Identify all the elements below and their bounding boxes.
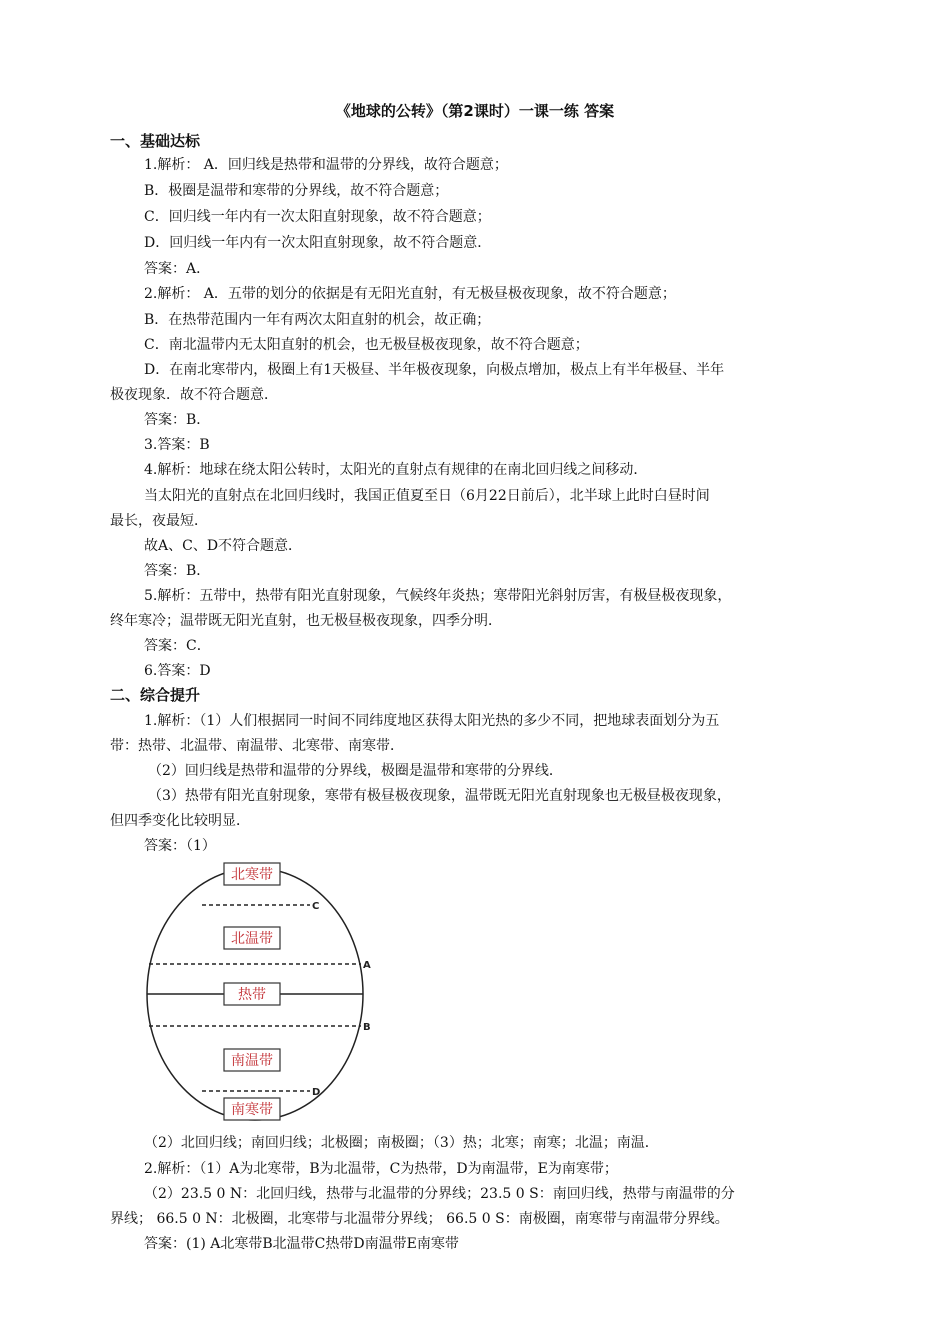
q2-option-d-cont: 极夜现象．故不符合题意． — [110, 387, 278, 403]
q4-analysis: 4.解析：地球在绕太阳公转时，太阳光的直射点有规律的在南北回归线之间移动． — [144, 462, 648, 478]
climate-zones-diagram — [140, 858, 380, 1126]
line-label-d: D — [312, 1087, 321, 1098]
document-title: 《地球的公转》（第2课时）一课一练 答案 — [335, 102, 615, 120]
q2-answer: 答案：B． — [144, 412, 211, 428]
p1-answer-2: （2）北回归线；南回归线；北极圈；南极圈；（3）热；北寒；南寒；北温；南温． — [144, 1135, 659, 1151]
p1-analysis-3-cont: 但四季变化比较明显． — [110, 813, 250, 829]
p2-analysis-2-cont: 界线； 66.5 0 N：北极圈，北寒带与北温带分界线； 66.5 0 S：南极圈，南寒带与南温带分界线。 — [110, 1211, 729, 1227]
q2-option-b: B．在热带范围内一年有两次太阳直射的机会，故正确； — [144, 312, 491, 328]
section-heading-advanced: 二、综合提升 — [110, 686, 201, 704]
p1-analysis-2: （2）回归线是热带和温带的分界线，极圈是温带和寒带的分界线． — [148, 763, 563, 779]
q1-option-b: B．极圈是温带和寒带的分界线，故不符合题意； — [144, 183, 449, 199]
zone-label-north-temperate: 北温带 — [231, 931, 273, 947]
q1-option-c: C．回归线一年内有一次太阳直射现象，故不符合题意； — [144, 209, 491, 225]
q2-option-c: C．南北温带内无太阳直射的机会，也无极昼极夜现象，故不符合题意； — [144, 337, 589, 353]
zone-label-south-frigid: 南寒带 — [231, 1102, 273, 1118]
q6-answer: 6.答案：D — [144, 663, 211, 679]
p2-analysis: 2.解析：（1）A为北寒带，B为北温带，C为热带，D为南温带，E为南寒带； — [144, 1161, 618, 1177]
zone-label-north-frigid: 北寒带 — [231, 867, 273, 883]
q4-analysis-2-cont: 最长，夜最短． — [110, 513, 208, 529]
zone-label-tropical: 热带 — [238, 987, 266, 1003]
q5-answer: 答案：C． — [144, 638, 211, 654]
q1-analysis: 1.解析： A．回归线是热带和温带的分界线，故符合题意； — [144, 157, 508, 173]
p2-answer: 答案：(1) A北寒带B北温带C热带D南温带E南寒带 — [144, 1236, 459, 1252]
p1-analysis-cont: 带：热带、北温带、南温带、北寒带、南寒带． — [110, 738, 404, 754]
q1-answer: 答案：A． — [144, 261, 211, 277]
q4-answer: 答案：B． — [144, 563, 211, 579]
q5-analysis-cont: 终年寒冷；温带既无阳光直射，也无极昼极夜现象，四季分明． — [110, 613, 502, 629]
line-label-c: C — [312, 901, 320, 912]
p1-analysis: 1.解析：（1）人们根据同一时间不同纬度地区获得太阳光热的多少不同，把地球表面划分为五 — [144, 713, 720, 729]
q2-option-d: D．在南北寒带内，极圈上有1天极昼、半年极夜现象，向极点增加，极点上有半年极昼、半年 — [144, 362, 725, 378]
p1-analysis-3: （3）热带有阳光直射现象，寒带有极昼极夜现象，温带既无阳光直射现象也无极昼极夜现象， — [148, 788, 731, 804]
zone-label-south-temperate: 南温带 — [231, 1053, 273, 1069]
line-label-a: A — [363, 960, 371, 971]
p1-answer: 答案：（1） — [144, 838, 216, 854]
q4-analysis-3: 故A、C、D不符合题意． — [144, 538, 303, 554]
line-label-b: B — [363, 1022, 371, 1033]
q3-answer: 3.答案：B — [144, 437, 210, 453]
q2-analysis: 2.解析： A．五带的划分的依据是有无阳光直射，有无极昼极夜现象，故不符合题意； — [144, 286, 676, 302]
q1-option-d: D．回归线一年内有一次太阳直射现象，故不符合题意． — [144, 235, 492, 251]
q5-analysis: 5.解析：五带中，热带有阳光直射现象，气候终年炎热；寒带阳光斜射厉害，有极昼极夜现象， — [144, 588, 732, 604]
q4-analysis-2: 当太阳光的直射点在北回归线时，我国正值夏至日（6月22日前后），北半球上此时白昼时间 — [144, 488, 710, 504]
section-heading-basic: 一、基础达标 — [110, 132, 201, 150]
p2-analysis-2: （2）23.5 0 N：北回归线，热带与北温带的分界线；23.5 0 S：南回归线，热带与南温带的分 — [144, 1186, 735, 1202]
